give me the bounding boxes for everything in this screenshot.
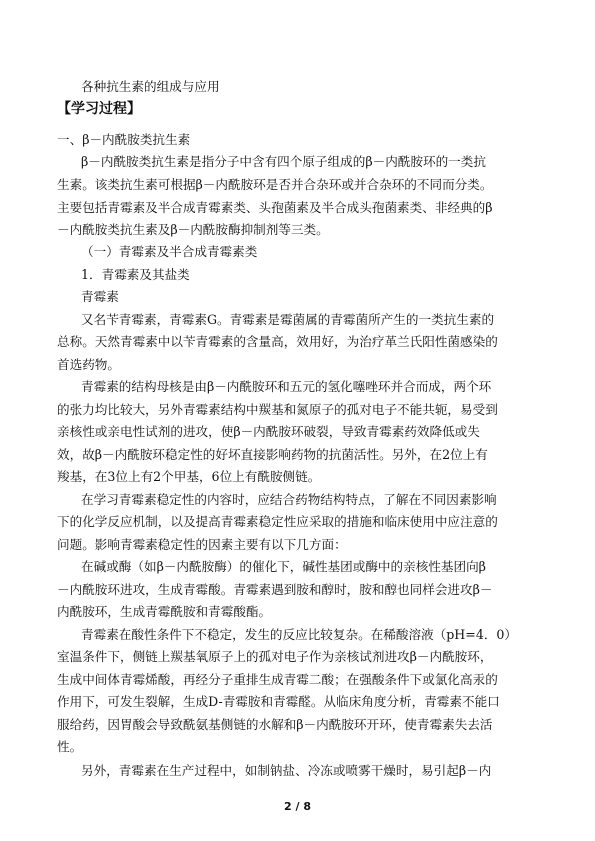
learning-process-heading: 【学习过程】 (57, 101, 141, 117)
paragraph-line: 又名苄青霉素，青霉素G。青霉素是霉菌属的青霉菌所产生的一类抗生素的 (81, 312, 495, 327)
paragraph-line: 服给药，因胃酸会导致酰氨基侧链的水解和β－内酰胺环开环，使青霉素失去活 (57, 717, 493, 732)
paragraph-line: 作用下，可发生裂解，生成D-青霉胺和青霉醛。从临床角度分析，青霉素不能口 (57, 694, 500, 709)
section-title: 一、β－内酰胺类抗生素 (57, 132, 191, 147)
subsection-title: （一）青霉素及半合成青霉素类 (81, 244, 258, 259)
paragraph-line: 首选药物。 (57, 357, 120, 372)
paragraph-line: －内酰胺类抗生素及β－内酰胺酶抑制剂等三类。 (57, 222, 329, 237)
subsection-item: 1．青霉素及其盐类 (81, 267, 190, 282)
paragraph-line: 问题。影响青霉素稳定性的因素主要有以下几方面： (57, 537, 347, 552)
paragraph-line: －内酰胺环进攻，生成青霉酸。青霉素遇到胺和醇时，胺和醇也同样会进攻β－ (57, 582, 493, 597)
paragraph-line: 生素。该类抗生素可根据β－内酰胺环是否并合杂环或并合杂环的不同而分类。 (57, 177, 493, 192)
paragraph-line: 在碱或酶（如β－内酰胺酶）的催化下，碱性基团或酶中的亲核性基团向β (81, 559, 486, 574)
paragraph-line: 在学习青霉素稳定性的内容时，应结合药物结构特点，了解在不同因素影响 (81, 492, 497, 507)
paragraph-line: 青霉素的结构母核是由β－内酰胺环和五元的氢化噻唑环并合而成，两个环 (81, 379, 492, 394)
paragraph-line: 亲核性或亲电性试剂的进攻，使β－内酰胺环破裂，导致青霉素药效降低或失 (57, 424, 480, 439)
paragraph-line: 内酰胺环，生成青霉酰胺和青霉酸酯。 (57, 604, 272, 619)
paragraph-line: 总称。天然青霉素中以苄青霉素的含量高，效用好，为治疗革兰氏阳性菌感染的 (57, 334, 498, 349)
paragraph-line: 的张力均比较大，另外青霉素结构中羰基和氮原子的孤对电子不能共轭，易受到 (57, 402, 498, 417)
paragraph-line: 主要包括青霉素及半合成青霉素类、头孢菌素及半合成头孢菌素类、非经典的β (57, 200, 493, 215)
paragraph-line: 生成中间体青霉烯酸，再经分子重排生成青霉二酸；在强酸条件下或氯化高汞的 (57, 672, 498, 687)
paragraph-line: β－内酰胺类抗生素是指分子中含有四个原子组成的β－内酰胺环的一类抗 (81, 154, 486, 169)
paragraph-line: 羧基，在3位上有2个甲基，6位上有酰胺侧链。 (57, 469, 321, 484)
intro-line: 各种抗生素的组成与应用 (81, 79, 220, 94)
paragraph-line: 性。 (57, 739, 83, 754)
paragraph-line: 效，故β－内酰胺环稳定性的好坏直接影响药物的抗菌活性。另外，在2位上有 (57, 447, 488, 462)
penicillin-label: 青霉素 (81, 289, 119, 304)
page-number: 2 / 8 (284, 800, 311, 813)
paragraph-line: 青霉素在酸性条件下不稳定，发生的反应比较复杂。在稀酸溶液（pH=4．0） (81, 627, 518, 642)
paragraph-line: 室温条件下，侧链上羰基氧原子上的孤对电子作为亲核试剂进攻β－内酰胺环， (57, 649, 493, 664)
paragraph-line: 下的化学反应机制，以及提高青霉素稳定性应采取的措施和临床使用中应注意的 (57, 514, 498, 529)
paragraph-line: 另外，青霉素在生产过程中，如制钠盐、冷冻或喷雾干燥时，易引起β－内 (81, 763, 492, 778)
